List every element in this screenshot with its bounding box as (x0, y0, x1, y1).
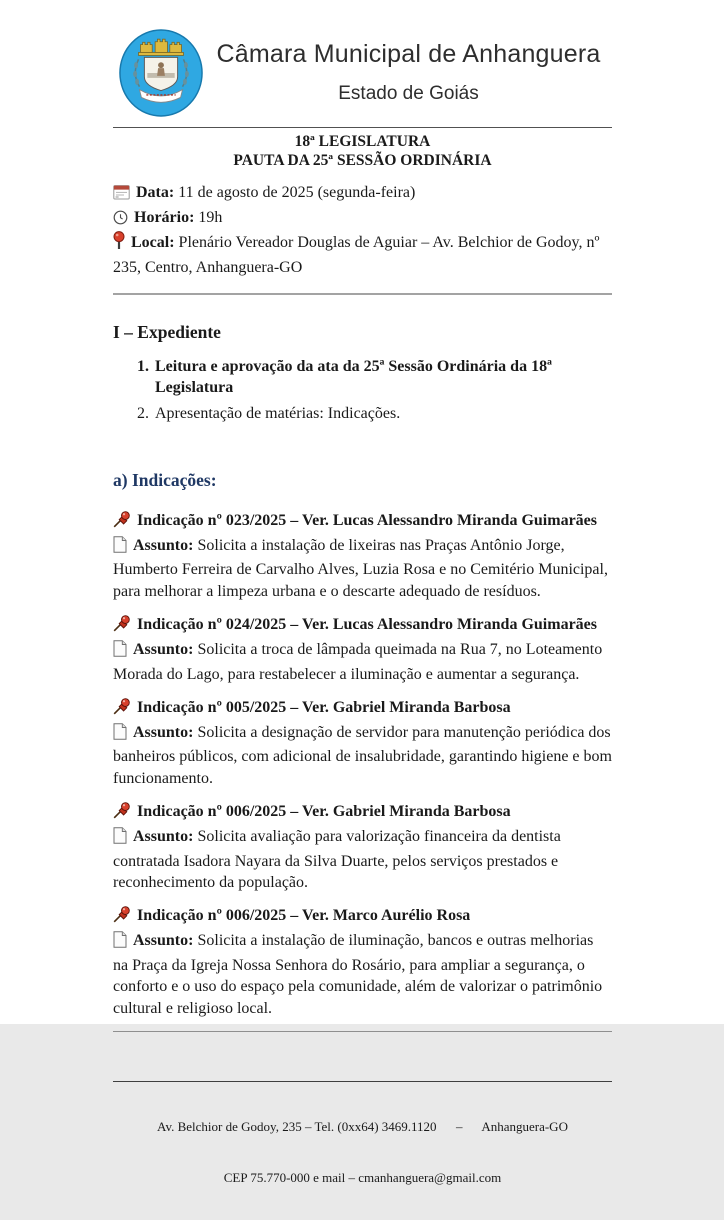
indication-subject-line (113, 535, 612, 602)
subject-label: Assunto: (133, 537, 194, 554)
expediente-heading: I – Expediente (113, 322, 221, 342)
item-number: 1. (137, 358, 149, 375)
indication-block (113, 510, 612, 602)
pushpin-icon (113, 906, 131, 930)
indication-title-line (113, 614, 612, 639)
subject-text: Solicita a instalação de iluminação, bancos e outras melhorias na Praça da Igreja Nossa Senhora do Rosário, para ampliar a segurança, o conforto e o uso do espaço pela comunidade, além de valorizar o patrimônio cultural e religioso local. (113, 932, 603, 1017)
expediente-list (113, 356, 612, 424)
page-icon (113, 536, 127, 559)
place-line (113, 231, 612, 278)
document-header (113, 0, 612, 128)
page-icon (113, 827, 127, 850)
page-subtitle: Estado de Goiás (338, 83, 479, 104)
page-icon (113, 931, 127, 954)
footer-top-divider (113, 1031, 612, 1032)
indication-title-line (113, 697, 612, 722)
indication-block (113, 697, 612, 789)
pushpin-icon (113, 511, 131, 535)
subject-label: Assunto: (133, 641, 194, 659)
indication-title-line (113, 905, 612, 930)
indication-subject-line (113, 722, 612, 789)
legislature-line: 18ª LEGISLATURA (294, 133, 431, 150)
indication-title-line (113, 801, 612, 826)
place-value: Plenário Vereador Douglas de Aguiar – Av. Belchior de Godoy, nº 235, Centro, Anhanguera-GO (113, 234, 600, 276)
footer-contact-line: CEP 75.770-000 e mail – cmanhanguera@gmail.com (223, 1170, 502, 1186)
date-line (113, 182, 612, 207)
indications-heading: a) Indicações: (113, 470, 217, 490)
date-value: 11 de agosto de 2025 (segunda-feira) (178, 184, 416, 201)
indication-title: Indicação nº 005/2025 – Ver. Gabriel Miranda Barbosa (137, 699, 511, 717)
indication-title: Indicação nº 024/2025 – Ver. Lucas Alessandro Miranda Guimarães (137, 616, 597, 634)
pushpin-icon (113, 615, 131, 639)
page-title: Câmara Municipal de Anhanguera (216, 40, 601, 68)
time-line (113, 207, 612, 232)
time-label: Horário: (134, 208, 195, 226)
footer-divider (113, 1081, 612, 1082)
calendar-icon (113, 184, 130, 207)
footer (113, 1084, 612, 1220)
indication-block (113, 801, 612, 893)
item-number: 2. (137, 405, 149, 422)
pushpin-icon (113, 802, 131, 826)
expediente-item (113, 403, 612, 424)
subject-label: Assunto: (133, 724, 194, 742)
indication-title-line (113, 510, 612, 535)
indication-title: Indicação nº 006/2025 – Ver. Gabriel Miranda Barbosa (137, 803, 511, 821)
footer-address-line: Av. Belchior de Godoy, 235 – Tel. (0xx64) 3469.1120 – Anhanguera-GO (157, 1119, 568, 1135)
round-pushpin-icon (113, 231, 125, 257)
session-heading (113, 133, 612, 170)
agenda-title-line: PAUTA DA 25ª SESSÃO ORDINÁRIA (233, 151, 492, 169)
date-label: Data: (136, 184, 175, 201)
indication-block (113, 905, 612, 1019)
time-value: 19h (198, 208, 223, 226)
subject-text: Solicita a instalação de lixeiras nas Praças Antônio Jorge, Humberto Ferreira de Carvalho Alves, Luzia Rosa e no Cemitério Municipal, para melhorar a limpeza urbana e o descarte adequado de resíduos. (113, 537, 608, 600)
subject-text: Solicita avaliação para valorização financeira da dentista contratada Isadora Nayara da Silva Duarte, pelos serviços prestados e reconhecimento da população. (113, 828, 561, 892)
indication-title: Indicação nº 023/2025 – Ver. Lucas Alessandro Miranda Guimarães (137, 512, 597, 529)
indication-block (113, 614, 612, 685)
pushpin-icon (113, 698, 131, 722)
indication-title: Indicação nº 006/2025 – Ver. Marco Aurélio Rosa (137, 907, 471, 925)
indication-subject-line (113, 639, 612, 685)
subject-label: Assunto: (133, 932, 194, 950)
subject-text: Solicita a troca de lâmpada queimada na Rua 7, no Loteamento Morada do Lago, para restabelecer a iluminação e aumentar a segurança. (113, 641, 603, 683)
place-label: Local: (131, 234, 175, 251)
municipal-seal-logo (118, 27, 204, 119)
indication-subject-line (113, 930, 612, 1019)
indication-subject-line (113, 826, 612, 893)
subject-text: Solicita a designação de servidor para manutenção periódica dos banheiros públicos, com adicional de insalubridade, garantindo higiene e bom funcionamento. (113, 724, 612, 787)
coat-of-arms-icon (118, 27, 204, 119)
session-info (113, 182, 612, 278)
clock-icon (113, 210, 128, 232)
item-text: Apresentação de matérias: Indicações. (155, 405, 401, 422)
page-icon (113, 640, 127, 663)
expediente-item (113, 356, 612, 398)
section-divider (113, 293, 612, 295)
page-icon (113, 723, 127, 746)
item-text: Leitura e aprovação da ata da 25ª Sessão Ordinária da 18ª Legislatura (155, 358, 552, 396)
subject-label: Assunto: (133, 828, 194, 846)
